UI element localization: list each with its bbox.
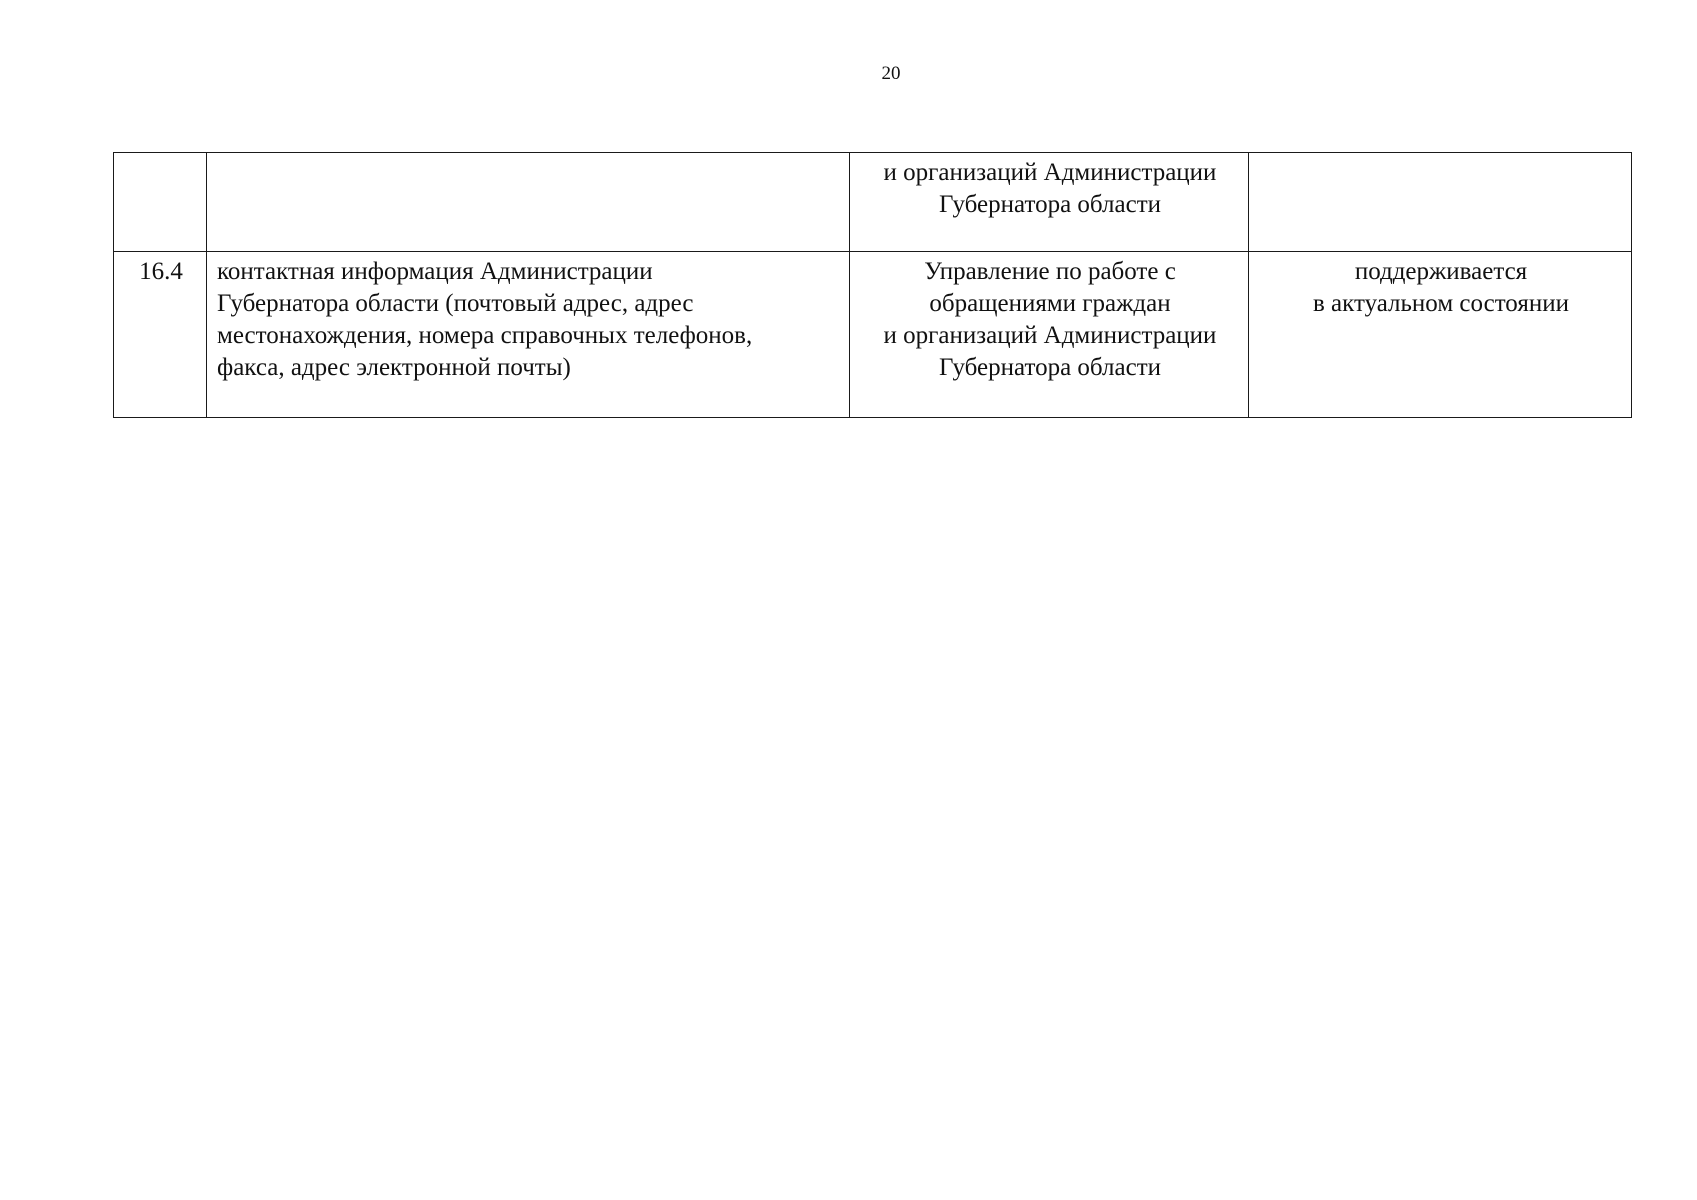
row-number-cell — [114, 153, 207, 252]
responsible-cell: Управление по работе с обращениями граждан и организаций Администрации Губернатора области — [850, 252, 1249, 418]
status-cell: поддерживается в актуальном состоянии — [1249, 252, 1632, 418]
status-cell — [1249, 153, 1632, 252]
responsible-cell: и организаций Администрации Губернатора области — [850, 153, 1249, 252]
row-number-cell: 16.4 — [114, 252, 207, 418]
document-table — [113, 152, 1632, 418]
table-row — [114, 252, 1632, 418]
description-line: контактная информация Администрации — [217, 258, 653, 285]
description-cell — [207, 252, 850, 418]
description-line: факса, адрес электронной почты) — [217, 354, 571, 381]
description-cell — [207, 153, 850, 252]
description-line: Губернатора области (почтовый адрес, адрес — [217, 290, 694, 317]
description-line: местонахождения, номера справочных телефонов, — [217, 322, 753, 349]
table-row — [114, 153, 1632, 252]
page-number: 20 — [881, 63, 901, 84]
